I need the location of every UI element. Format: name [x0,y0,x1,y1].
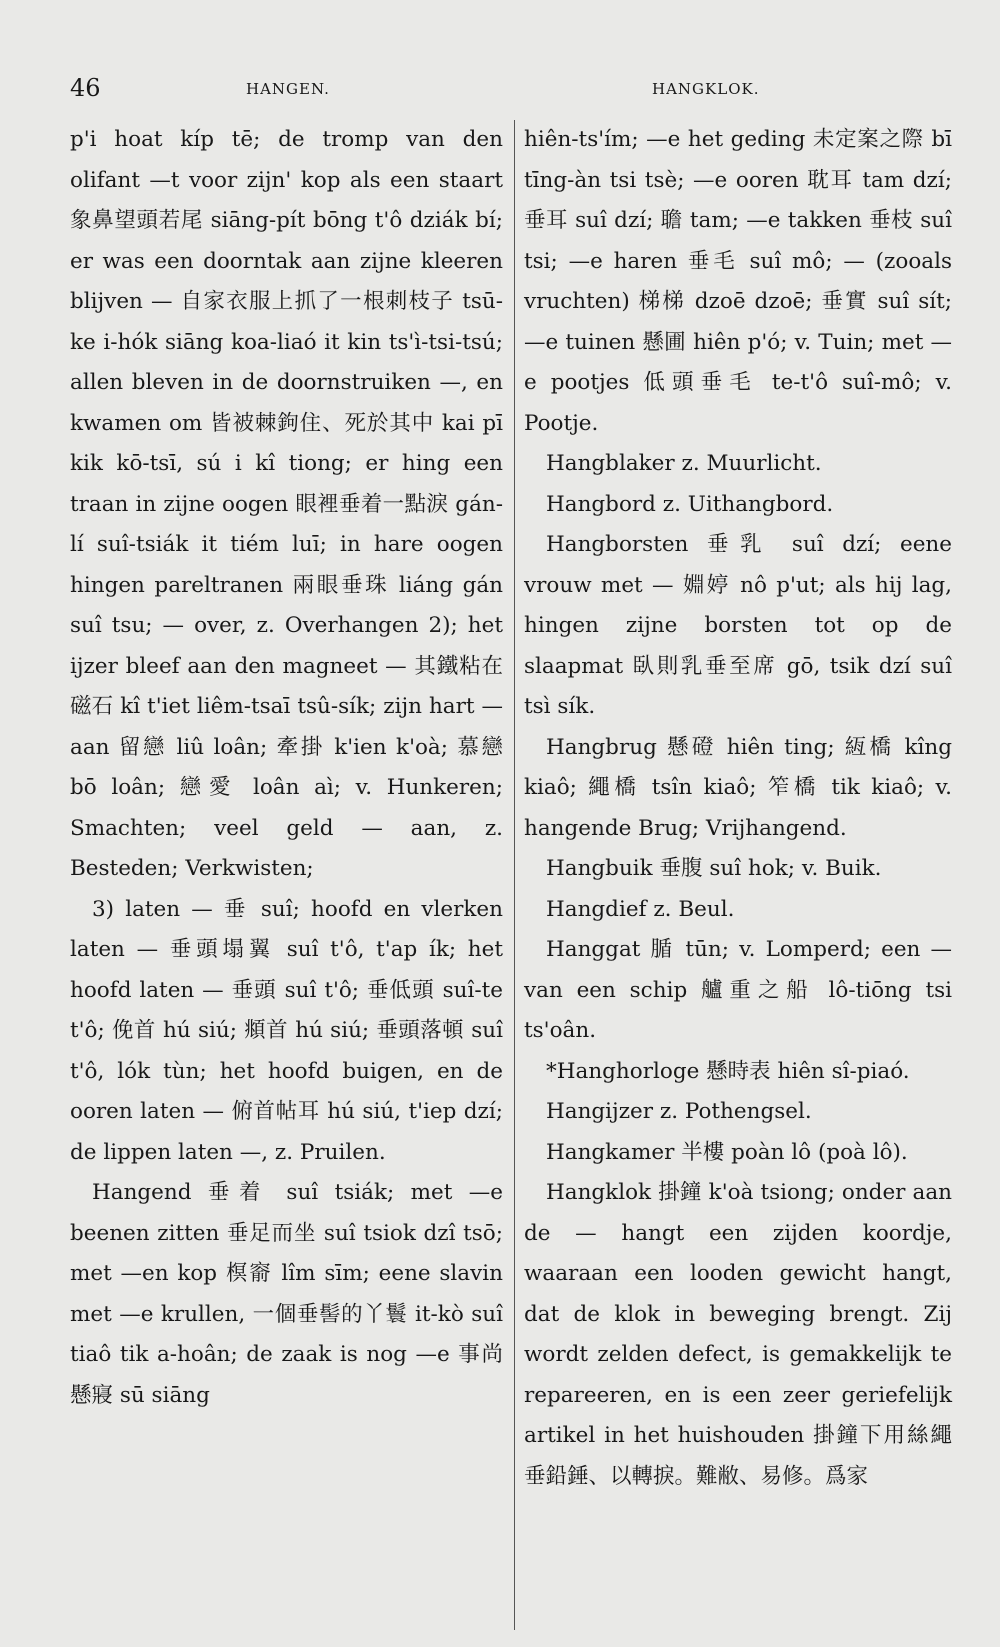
left-paragraph-3: Hangend 垂着 suî tsiák; met —e beenen zitten 垂足而坐 suî tsiok dzî tsō; met —en kop 榠窬 lîm sīm; eene slavin met —e krullen, 一個垂髻的丫鬟 it-kò suî tiaô tik a-hoân; de zaak is nog —e 事尚懸寢 sū siāng [70,1180,503,1408]
entry-hangborsten: Hangborsten 垂乳 suî dzí; eene vrouw met — 婣婷 nô p'ut; als hij lag, hingen zijne borsten tot op de slaapmat 臥則乳垂至席 gō, tsik dzí suî tsì sík. [524,532,952,719]
entry-hangklok: Hangklok 掛鐘 k'oà tsiong; onder aan de — hangt een zijden koordje, waaraan een looden gewicht hangt, dat de klok in beweging brengt. Zij wordt zelden defect, is gemakkelijk te repareeren, en is een zeer geriefelijk artikel in het huishouden 掛鐘下用絲繩垂鉛錘、以轉捩。難敝、易修。爲家 [524,1180,952,1489]
entry-hangbord: Hangbord z. Uithangbord. [546,491,834,517]
left-column [70,120,503,1640]
entry-hangdief: Hangdief z. Beul. [546,896,735,922]
left-paragraph-1: p'i hoat kíp tē; de tromp van den olifant —t voor zijn' kop als een staart 象鼻望頭若尾 siāng-pít bōng t'ô dziák bí; er was een doorntak aan zijne kleeren blijven — 自家衣服上抓了一根刺枝子 tsū-ke i-hók siāng koa-liaó it kin ts'ì-tsi-tsú; allen bleven in de doornstruiken —, en kwamen om 皆被棘鉤住、死於其中 kai pī kik kō-tsī, sú i kî tiong; er hing een traan in zijne oogen 眼裡垂着一點淚 gán-lí suî-tsiák it tiém luī; in hare oogen hingen pareltranen 兩眼垂珠 liáng gán suî tsu; — over, z. Overhangen 2); het ijzer bleef aan den magneet — 其鐵粘在磁石 kî t'iet liêm-tsaī tsû-sík; zijn hart — aan 留戀 liû loân; 牽掛 k'ien k'oà; 慕戀 bō loân; 戀愛 loân aì; v. Hunkeren; Smachten; veel geld — aan, z. Besteden; Verkwisten; [70,127,503,881]
entry-hangbuik: Hangbuik 垂腹 suî hok; v. Buik. [546,856,882,881]
entry-hangijzer: Hangijzer z. Pothengsel. [546,1099,812,1124]
right-paragraph-1: hiên-ts'ím; —e het geding 未定案之際 bī tīng-àn tsi tsè; —e ooren 耽耳 tam dzí; 垂耳 suî dzí; 聸 tam; —e takken 垂枝 suî tsi; —e haren 垂毛 suî mô; — (zooals vruchten) 梯梯 dzoē dzoē; 垂實 suî sít; —e tuinen 懸圃 hiên p'ó; v. Tuin; met —e pootjes 低頭垂毛 te-t'ô suî-mô; v. Pootje. [524,127,952,436]
entry-hangbrug: Hangbrug 懸磴 hiên ting; 絚橋 kîng kiaô; 繩橋 tsîn kiaô; 笮橋 tik kiaô; v. hangende Brug; Vrijhangend. [524,734,952,841]
running-header [0,74,1000,104]
page-number: 46 [70,74,101,102]
column-divider [514,120,515,1630]
entry-hangkamer: Hangkamer 半樓 poàn lô (poà lô). [546,1139,908,1165]
entry-hanghorloge: *Hanghorloge 懸時表 hiên sî-piaó. [546,1058,910,1084]
left-running-head: HANGEN. [246,80,330,98]
left-paragraph-2: 3) laten — 垂 suî; hoofd en vlerken laten — 垂頭塌翼 suî t'ô, t'ap ík; het hoofd laten — 垂頭 suî t'ô; 垂低頭 suî-te t'ô; 俛首 hú siú; 頫首 hú siú; 垂頭落頓 suî t'ô, lók tùn; het hoofd buigen, en de ooren laten — 俯首帖耳 hú siú, t'iep dzí; de lippen laten —, z. Pruilen. [70,896,503,1165]
entry-hangblaker: Hangblaker z. Muurlicht. [546,451,822,476]
right-running-head: HANGKLOK. [652,80,760,98]
entry-hanggat: Hanggat 腯 tūn; v. Lomperd; een — van een schip 艫重之船 lô-tiōng tsi ts'oân. [524,937,952,1043]
right-column [524,120,952,1640]
